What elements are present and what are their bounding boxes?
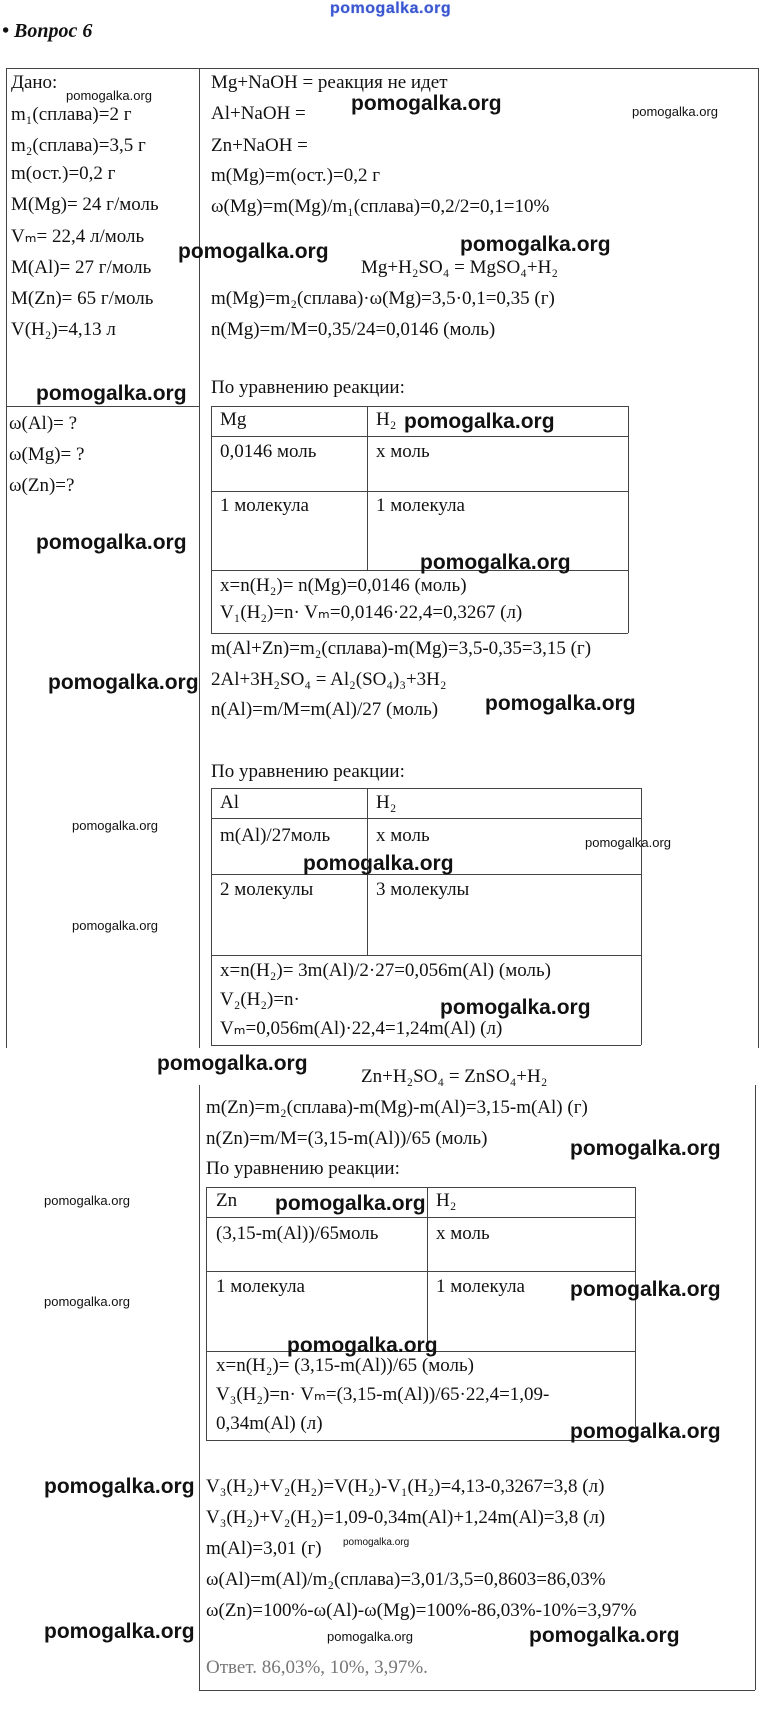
watermark: pomogalka.org	[460, 233, 611, 256]
table-footer-line: Vₘ=0,056m(Al)·22,4=1,24m(Al) (л)	[220, 1018, 503, 1039]
solution-line: ω(Zn)=100%-ω(Al)-ω(Mg)=100%-86,03%-10%=3,97%	[206, 1600, 637, 1621]
find-line: ω(Mg)= ?	[9, 444, 85, 465]
solution-line: m(Al)=3,01 (г)	[206, 1538, 322, 1559]
watermark: pomogalka.org	[72, 918, 158, 933]
watermark: pomogalka.org	[36, 382, 187, 405]
watermark: pomogalka.org	[66, 88, 152, 103]
solution-line: m(Mg)=m(ост.)=0,2 г	[211, 165, 381, 186]
answer-line: Ответ. 86,03%, 10%, 3,97%.	[206, 1657, 428, 1678]
table-top-border	[6, 68, 758, 69]
table-divider	[199, 68, 200, 1048]
table-cell: m(Al)/27моль	[220, 825, 331, 846]
solution-line: n(Al)=m/M=m(Al)/27 (моль)	[211, 699, 439, 720]
table-right-border	[758, 68, 759, 1048]
watermark: pomogalka.org	[44, 1620, 195, 1643]
table-footer-line: V₁(H₂)=n· Vₘ=0,0146·22,4=0,3267 (л)	[220, 602, 523, 623]
table-footer-line: x=n(H₂)= 3m(Al)/2·27=0,056m(Al) (моль)	[220, 960, 551, 981]
table-cell: 1 молекула	[220, 495, 309, 516]
watermark: pomogalka.org	[570, 1278, 721, 1301]
table-footer-line: 0,34m(Al) (л)	[216, 1413, 323, 1434]
solution-line: V₃(H₂)+V₂(H₂)=V(H₂)-V₁(H₂)=4,13-0,3267=3,8 (л)	[206, 1476, 605, 1497]
equation-mg: Mg+H₂SO₄ = MgSO₄+H₂	[361, 257, 558, 278]
watermark: pomogalka.org	[529, 1624, 680, 1647]
solution-line: Zn+NaOH =	[211, 135, 308, 156]
table2-bottom-border	[199, 1690, 755, 1691]
table2-right-border	[755, 1085, 756, 1690]
table-cell: 3 молекулы	[376, 879, 470, 900]
solution-line: m(Zn)=m₂(сплава)-m(Mg)-m(Al)=3,15-m(Al) (г)	[206, 1097, 588, 1118]
find-line: ω(Zn)=?	[9, 475, 75, 496]
watermark: pomogalka.org	[327, 1629, 413, 1644]
watermark: pomogalka.org	[48, 671, 199, 694]
by-equation-label: По уравнению реакции:	[211, 761, 405, 782]
table-cell: 1 молекула	[376, 495, 465, 516]
table-cell: x моль	[376, 825, 430, 846]
given-line: m(ост.)=0,2 г	[11, 163, 116, 184]
given-line: m₁(сплава)=2 г	[11, 104, 132, 125]
watermark: pomogalka.org	[485, 692, 636, 715]
table-cell: 1 молекула	[216, 1276, 305, 1297]
given-title: Дано:	[11, 72, 58, 93]
solution-line: n(Zn)=m/M=(3,15-m(Al))/65 (моль)	[206, 1128, 488, 1149]
table-header-cell: Mg	[220, 409, 247, 430]
watermark: pomogalka.org	[157, 1052, 308, 1075]
watermark: pomogalka.org	[570, 1420, 721, 1443]
by-equation-label: По уравнению реакции:	[211, 377, 405, 398]
watermark: pomogalka.org	[351, 92, 502, 115]
table-left-border	[6, 68, 7, 1048]
solution-line: m(Mg)=m₂(сплава)·ω(Mg)=3,5·0,1=0,35 (г)	[211, 288, 555, 309]
table-cell: (3,15-m(Al))/65моль	[216, 1223, 379, 1244]
watermark: pomogalka.org	[287, 1334, 438, 1357]
watermark: pomogalka.org	[178, 240, 329, 263]
table-footer-line: V₃(H₂)=n· Vₘ=(3,15-m(Al))/65·22,4=1,09-	[216, 1384, 550, 1405]
watermark: pomogalka.org	[36, 531, 187, 554]
table-header-cell: H₂	[376, 409, 397, 430]
watermark: pomogalka.org	[44, 1475, 195, 1498]
solution-line: Al+NaOH =	[211, 103, 306, 124]
solution-line: 2Al+3H₂SO₄ = Al₂(SO₄)₃+3H₂	[211, 669, 447, 690]
question-title: • Вопрос 6	[2, 20, 93, 42]
given-line: M(Al)= 27 г/моль	[11, 257, 152, 278]
solution-line: ω(Mg)=m(Mg)/m₁(сплава)=0,2/2=0,1=10%	[211, 196, 550, 217]
site-link[interactable]: pomogalka.org	[330, 0, 452, 17]
watermark: pomogalka.org	[44, 1193, 130, 1208]
table2-divider	[199, 1085, 200, 1690]
equation-zn: Zn+H₂SO₄ = ZnSO₄+H₂	[361, 1066, 548, 1087]
table-footer-line: V₂(H₂)=n·	[220, 989, 300, 1010]
table-cell: 0,0146 моль	[220, 441, 317, 462]
watermark: pomogalka.org	[44, 1294, 130, 1309]
solution-line: V₃(H₂)+V₂(H₂)=1,09-0,34m(Al)+1,24m(Al)=3,8 (л)	[206, 1507, 606, 1528]
table-cell: x моль	[376, 441, 430, 462]
watermark: pomogalka.org	[420, 551, 571, 574]
solution-line: m(Al+Zn)=m₂(сплава)-m(Mg)=3,5-0,35=3,15 (г)	[211, 638, 592, 659]
table-cell: 1 молекула	[436, 1276, 525, 1297]
given-line: V(H₂)=4,13 л	[11, 319, 116, 340]
watermark: pomogalka.org	[275, 1192, 426, 1215]
table-cell: x моль	[436, 1223, 490, 1244]
table-footer-line: x=n(H₂)= (3,15-m(Al))/65 (моль)	[216, 1355, 474, 1376]
table-footer-line: x=n(H₂)= n(Mg)=0,0146 (моль)	[220, 575, 467, 596]
given-line: m₂(сплава)=3,5 г	[11, 135, 146, 156]
solution-line: ω(Al)=m(Al)/m₂(сплава)=3,01/3,5=0,8603=86,03%	[206, 1569, 606, 1590]
given-line: M(Zn)= 65 г/моль	[11, 288, 154, 309]
watermark: pomogalka.org	[632, 104, 718, 119]
find-line: ω(Al)= ?	[9, 413, 78, 434]
solution-line: Mg+NaOH = реакция не идет	[211, 72, 448, 93]
given-line: Vₘ= 22,4 л/моль	[11, 226, 145, 247]
table-header-cell: H₂	[436, 1190, 457, 1211]
given-find-separator	[6, 406, 199, 407]
table-header-cell: H₂	[376, 792, 397, 813]
watermark: pomogalka.org	[404, 410, 555, 433]
table-header-cell: Zn	[216, 1190, 238, 1211]
watermark: pomogalka.org	[585, 835, 671, 850]
given-line: M(Mg)= 24 г/моль	[11, 194, 159, 215]
watermark: pomogalka.org	[303, 852, 454, 875]
table-cell: 2 молекулы	[220, 879, 314, 900]
solution-line: n(Mg)=m/M=0,35/24=0,0146 (моль)	[211, 319, 496, 340]
by-equation-label: По уравнению реакции:	[206, 1158, 400, 1179]
watermark: pomogalka.org	[440, 996, 591, 1019]
watermark: pomogalka.org	[343, 1537, 410, 1548]
watermark: pomogalka.org	[570, 1137, 721, 1160]
table-header-cell: Al	[220, 792, 239, 813]
watermark: pomogalka.org	[72, 818, 158, 833]
